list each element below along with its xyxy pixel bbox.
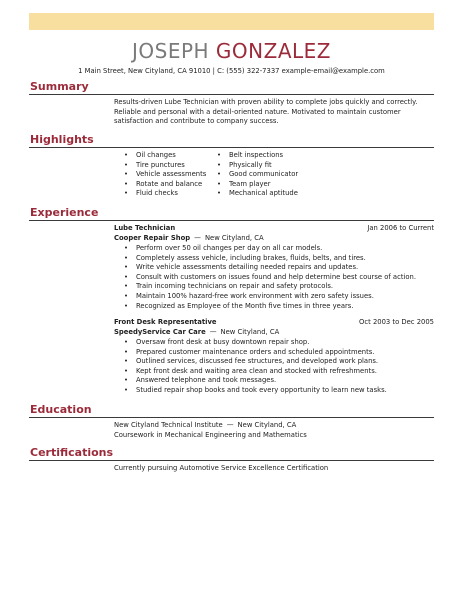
list-item: • Team player xyxy=(217,180,327,190)
list-item: • Studied repair shop books and took every opportunity to learn new tasks. xyxy=(124,386,434,396)
job-company-line xyxy=(114,234,264,244)
list-item: • Good communicator xyxy=(217,170,327,180)
list-item: • Mechanical aptitude xyxy=(217,189,327,199)
experience-divider xyxy=(29,220,434,221)
job-dates: Jan 2006 to Current xyxy=(367,224,434,232)
list-item: • Completely assess vehicle, including brakes, fluids, belts, and tires. xyxy=(124,254,434,264)
job-duties-list xyxy=(124,338,434,396)
list-item: • Prepared customer maintenance orders and scheduled appointments. xyxy=(124,348,434,358)
education-heading: Education xyxy=(30,403,92,416)
highlights-column-2 xyxy=(217,151,327,199)
highlights-column-1 xyxy=(124,151,219,199)
list-item: • Rotate and balance xyxy=(124,180,219,190)
list-item: • Perform over 50 oil changes per day on all car models. xyxy=(124,244,434,254)
list-item: • Consult with customers on issues found and help determine best course of action. xyxy=(124,273,434,283)
job-company-line xyxy=(114,328,279,338)
company-location: New Cityland, CA xyxy=(220,328,280,336)
certifications-text: Currently pursuing Automotive Service Excellence Certification xyxy=(114,464,329,472)
highlights-divider xyxy=(29,147,434,148)
school-location: New Cityland, CA xyxy=(237,421,297,429)
separator-dash: — xyxy=(194,234,201,242)
last-name: GONZALEZ xyxy=(215,39,331,63)
list-item: • Answered telephone and took messages. xyxy=(124,376,434,386)
list-item: • Vehicle assessments xyxy=(124,170,219,180)
list-item: • Outlined services, discussed fee structures, and developed work plans. xyxy=(124,357,434,367)
list-item: • Oversaw front desk at busy downtown repair shop. xyxy=(124,338,434,348)
company-location: New Cityland, CA xyxy=(204,234,264,242)
certifications-divider xyxy=(29,460,434,461)
list-item: • Belt inspections xyxy=(217,151,327,161)
list-item: • Tire punctures xyxy=(124,161,219,171)
job-dates: Oct 2003 to Dec 2005 xyxy=(359,318,434,326)
list-item: • Write vehicle assessments detailing needed repairs and updates. xyxy=(124,263,434,273)
education-divider xyxy=(29,417,434,418)
list-item: • Fluid checks xyxy=(124,189,219,199)
highlights-heading: Highlights xyxy=(30,133,94,146)
list-item: • Physically fit xyxy=(217,161,327,171)
summary-divider xyxy=(29,94,434,95)
separator-dash: — xyxy=(209,328,217,336)
summary-heading: Summary xyxy=(30,80,89,93)
list-item: • Maintain 100% hazard-free work environment with zero safety issues. xyxy=(124,292,434,302)
certifications-heading: Certifications xyxy=(30,446,114,459)
company-name: SpeedyService Car Care xyxy=(114,328,206,336)
summary-text: Results-driven Lube Technician with proven ability to complete jobs quickly and correctly. Reliable and personal with a detail-oriented nature. Motivated to maintain customer satisfaction and contribute to company success. xyxy=(114,98,418,126)
contact-line: 1 Main Street, New Cityland, CA 91010 | C: (555) 322-7337 example-email@example.com xyxy=(78,67,385,75)
education-school-line xyxy=(114,421,296,431)
list-item: • Train incoming technicians on repair and safety protocols. xyxy=(124,282,434,292)
experience-heading: Experience xyxy=(30,206,99,219)
job-title: Front Desk Representative xyxy=(114,318,217,326)
candidate-name xyxy=(0,39,463,63)
job-title: Lube Technician xyxy=(114,224,176,232)
company-name: Cooper Repair Shop xyxy=(114,234,191,242)
header-accent-bar xyxy=(29,13,434,30)
list-item: • Recognized as Employee of the Month five times in three years. xyxy=(124,302,434,312)
education-detail: Coursework in Mechanical Engineering and Mathematics xyxy=(114,431,307,439)
separator-dash: — xyxy=(226,421,234,429)
job-duties-list xyxy=(124,244,434,311)
first-name: JOSEPH xyxy=(131,39,210,63)
list-item: • Oil changes xyxy=(124,151,219,161)
school-name: New Cityland Technical Institute xyxy=(114,421,223,429)
list-item: • Kept front desk and waiting area clean and stocked with refreshments. xyxy=(124,367,434,377)
